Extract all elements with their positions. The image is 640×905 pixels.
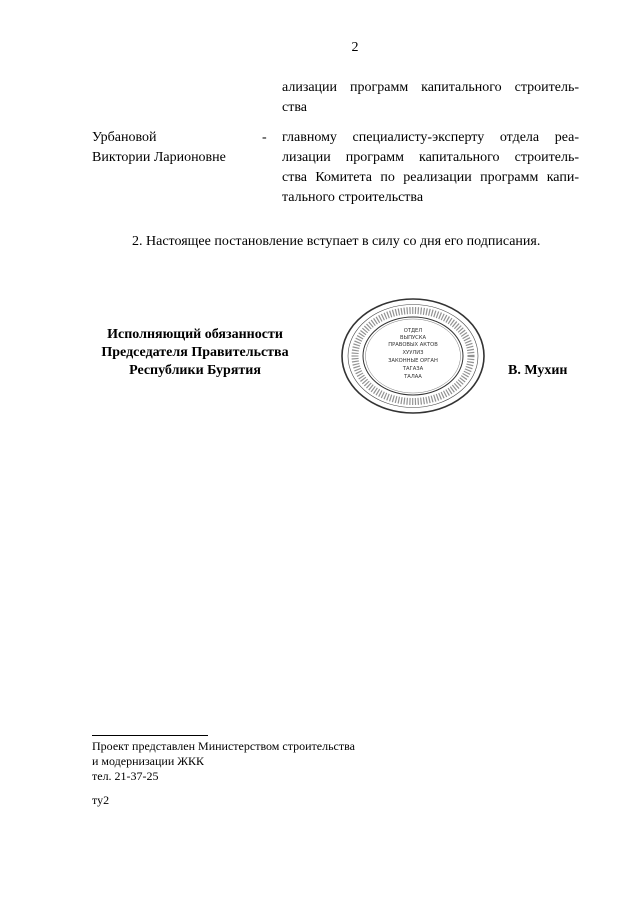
- effective-date-paragraph: 2. Настоящее постановление вступает в силу со дня его подписания.: [132, 234, 541, 249]
- continuation-text: [282, 78, 579, 118]
- position-line: тального строительства: [282, 190, 424, 205]
- seal-line: ОТДЕЛ: [403, 328, 423, 334]
- continuation-line: ства: [282, 100, 307, 115]
- footnote-line: тел. 21-37-25: [92, 769, 159, 783]
- position-line: ства Комитета по реализации программ капи-: [282, 170, 579, 185]
- position-line: лизации программ капитального строитель-: [282, 150, 579, 165]
- appointee-name: [92, 128, 262, 168]
- signatory-title-line: Исполняющий обязанности: [107, 327, 283, 342]
- seal-line: ХУУЛИЗ: [402, 350, 424, 356]
- seal-line: ПРАВОВЫХ АКТОВ: [388, 342, 438, 348]
- signatory-title-line: Республики Бурятия: [129, 363, 261, 378]
- seal-line: ТАЛАА: [404, 374, 422, 380]
- seal-line: ВЫПУСКА: [399, 335, 427, 341]
- page-number: 2: [351, 40, 359, 55]
- seal-line: ЗАКОННЫЕ ОРГАН: [388, 358, 438, 364]
- signatory-title-line: Председателя Правительства: [101, 345, 289, 360]
- appointee-given-name: Виктории Ларионовне: [92, 150, 226, 165]
- continuation-line: ализации программ капитального строитель-: [282, 80, 579, 95]
- seal-line: ТАГАЗА: [402, 366, 424, 372]
- position-line: главному специалисту-эксперту отдела реа-: [282, 130, 579, 145]
- signatory-name: В. Мухин: [508, 363, 568, 378]
- signatory-title: [92, 326, 298, 380]
- official-seal: [339, 296, 487, 416]
- appointee-surname: Урбановой: [92, 130, 157, 145]
- footnote-line: Проект представлен Министерством строительства: [92, 739, 355, 753]
- footnote: [92, 739, 355, 784]
- footnote-line: и модернизации ЖКК: [92, 754, 205, 768]
- document-code: ту2: [92, 793, 110, 807]
- footnote-separator: [92, 735, 208, 736]
- appointee-position: [282, 128, 579, 208]
- entry-dash: -: [262, 130, 267, 145]
